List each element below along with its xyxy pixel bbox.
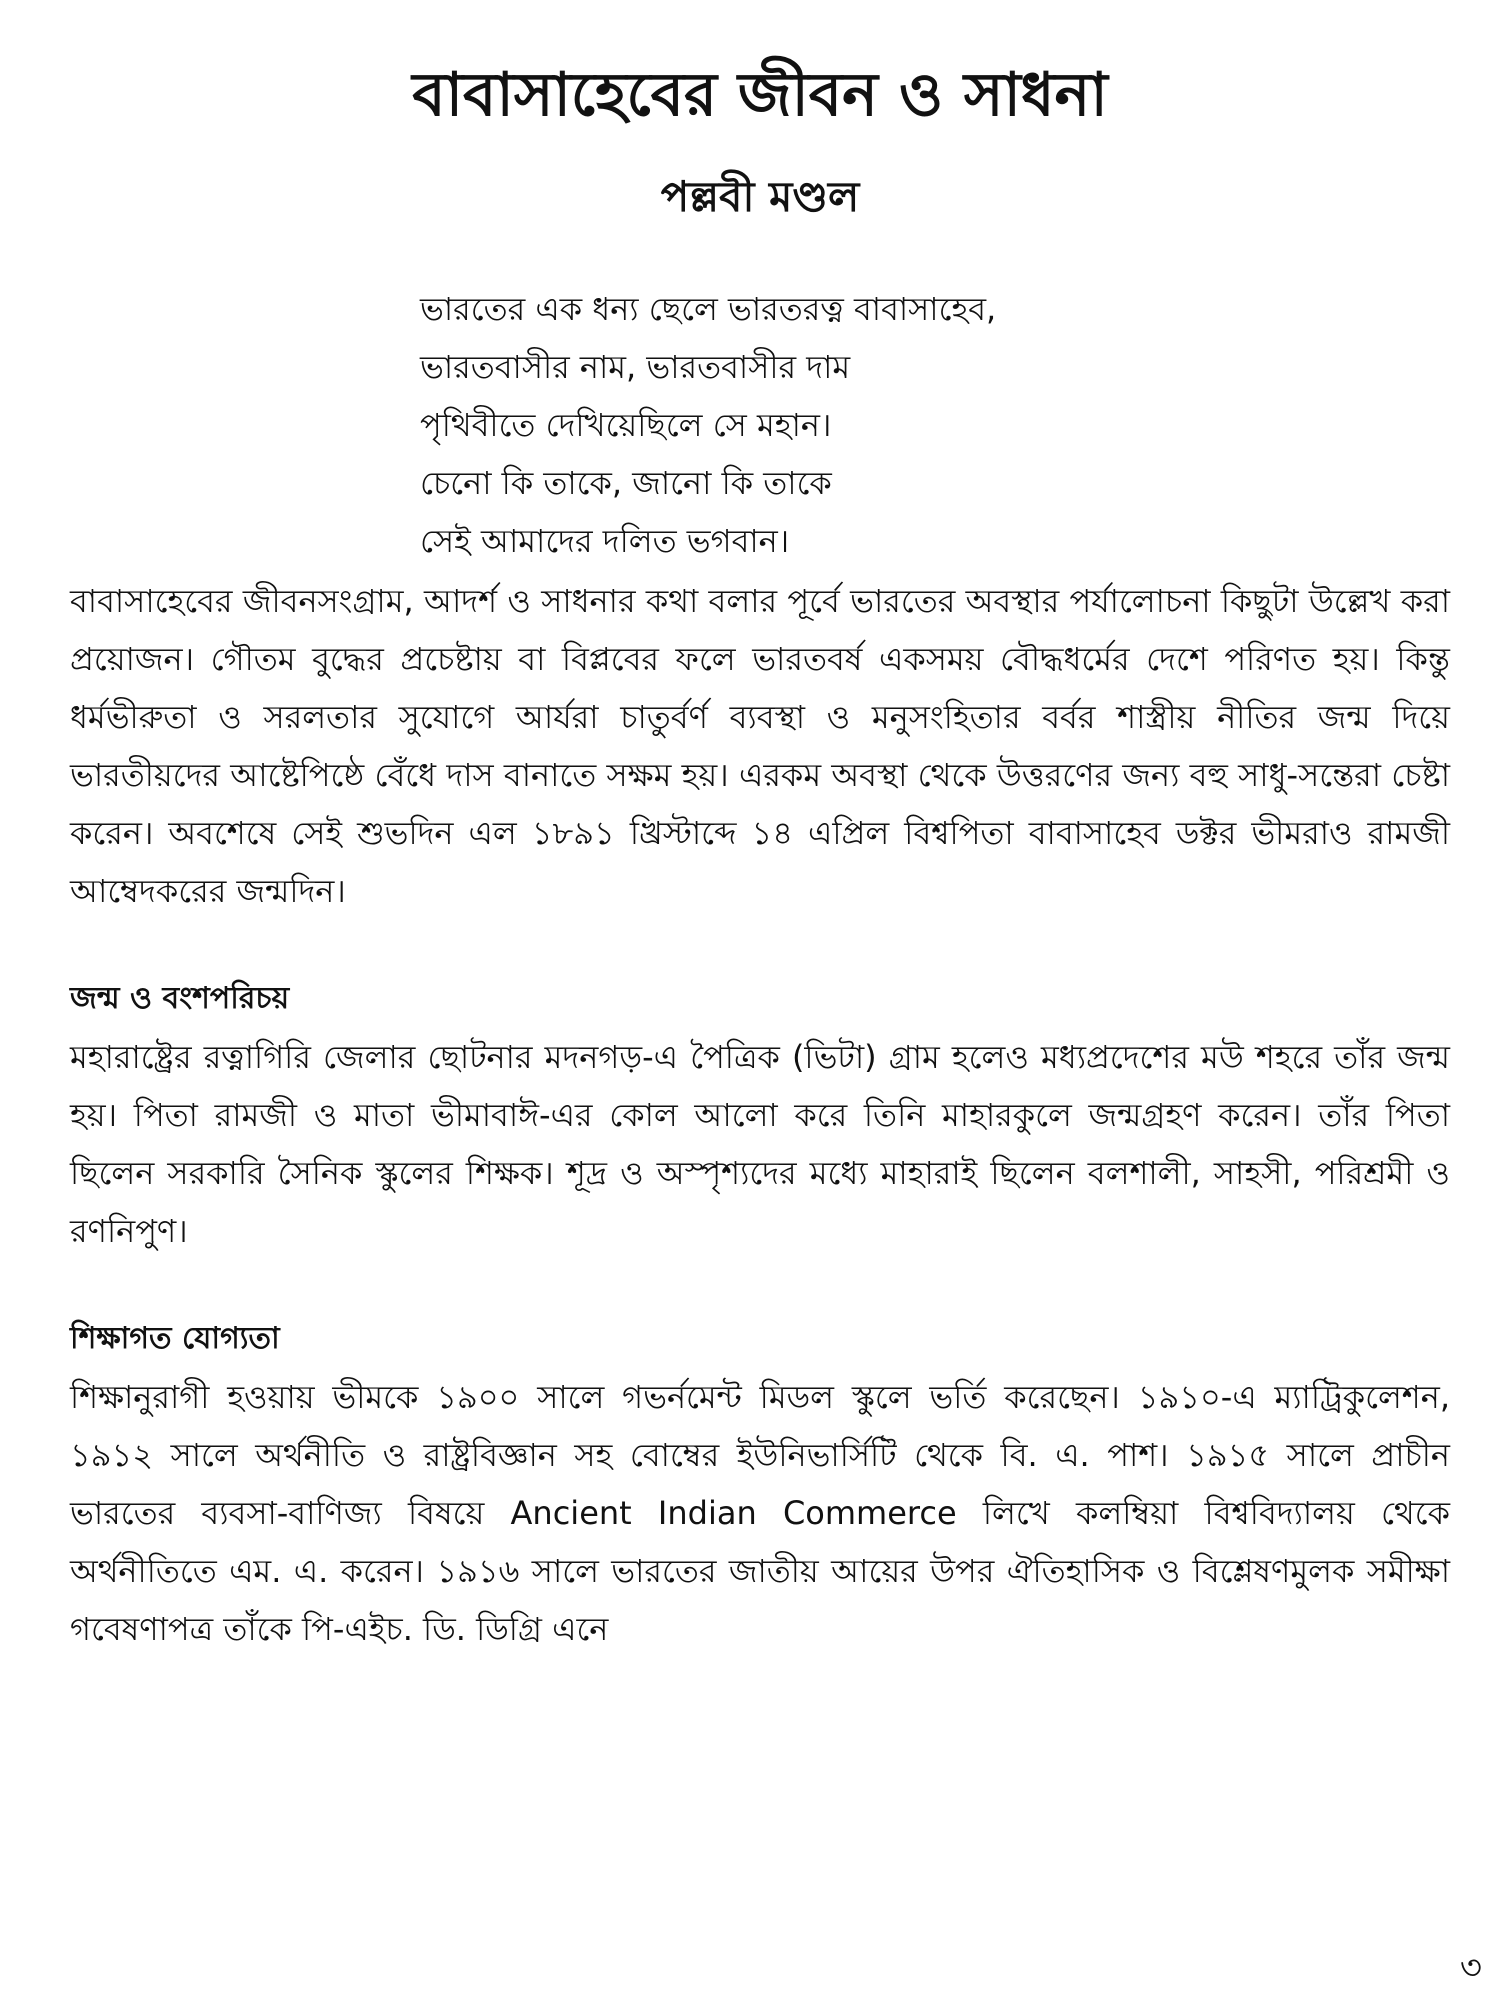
section-text-birth: মহারাষ্ট্রের রত্নাগিরি জেলার ছোটনার মদনগড়-এ পৈত্রিক (ভিটা) গ্রাম হলেও মধ্যপ্রদেশের মউ শহরে তাঁর জন্ম হয়। পিতা রামজী ও মাতা ভীমাবাঈ-এর কোল আলো করে তিনি মাহারকুলে জন্মগ্রহণ করেন। তাঁর পিতা ছিলেন সরকারি সৈনিক স্কুলের শিক্ষক। শূদ্র ও অস্পৃশ্যদের মধ্যে মাহারাই ছিলেন বলশালী, সাহসী, পরিশ্রমী ও রণনিপুণ। bbox=[70, 1038, 1450, 1250]
poem-line: পৃথিবীতে দেখিয়েছিলে সে মহান। bbox=[420, 406, 832, 444]
poem-line: ভারতবাসীর নাম, ভারতবাসীর দাম bbox=[420, 348, 851, 386]
intro-paragraph: বাবাসাহেবের জীবনসংগ্রাম, আদর্শ ও সাধনার কথা বলার পূর্বে ভারতের অবস্থার পর্যালোচনা কিছুটা উল্লেখ করা প্রয়োজন। গৌতম বুদ্ধের প্রচেষ্টায় বা বিপ্লবের ফলে ভারতবর্ষ একসময় বৌদ্ধধর্মের দেশে পরিণত হয়। কিন্তু ধর্মভীরুতা ও সরলতার সুযোগে আর্যরা চাতুর্বর্ণ ব্যবস্থা ও মনুসংহিতার বর্বর শাস্ত্রীয় নীতির জন্ম দিয়ে ভারতীয়দের আষ্টেপিষ্ঠে বেঁধে দাস বানাতে সক্ষম হয়। এরকম অবস্থা থেকে উত্তরণের জন্য বহু সাধু-সন্তেরা চেষ্টা করেন। অবশেষে সেই শুভদিন এল ১৮৯১ খ্রিস্টাব্দে ১৪ এপ্রিল বিশ্বপিতা বাবাসাহেব ডক্টর ভীমরাও রামজী আম্বেদকরের জন্মদিন। bbox=[70, 582, 1450, 910]
book-page bbox=[70, 40, 1450, 1960]
poem-line: ভারতের এক ধন্য ছেলে ভারতরত্ন বাবাসাহেব, bbox=[420, 290, 997, 328]
section-heading-birth: জন্ম ও বংশপরিচয় bbox=[70, 981, 290, 1016]
page-number: ৩ bbox=[1459, 1948, 1482, 1988]
section-text-education: শিক্ষানুরাগী হওয়ায় ভীমকে ১৯০০ সালে গভর্নমেন্ট মিডল স্কুলে ভর্তি করেছেন। ১৯১০-এ ম্যাট্রিকুলেশন, ১৯১২ সালে অর্থনীতি ও রাষ্ট্রবিজ্ঞান সহ বোম্বের ইউনিভার্সিটি থেকে বি. এ. পাশ। ১৯১৫ সালে প্রাচীন ভারতের ব্যবসা-বাণিজ্য বিষয়ে Ancient Indian Commerce লিখে কলম্বিয়া বিশ্ববিদ্যালয় থেকে অর্থনীতিতে এম. এ. করেন। ১৯১৬ সালে ভারতের জাতীয় আয়ের উপর ঐতিহাসিক ও বিশ্লেষণমুলক সমীক্ষা গবেষণাপত্র তাঁকে পি-এইচ. ডি. ডিগ্রি এনে bbox=[70, 1378, 1450, 1648]
poem-line: চেনো কি তাকে, জানো কি তাকে bbox=[420, 464, 832, 502]
page-title: বাবাসাহেবের জীবন ও সাধনা bbox=[412, 60, 1108, 130]
section-heading-education: শিক্ষাগত যোগ্যতা bbox=[70, 1321, 280, 1356]
poem-block bbox=[70, 280, 1450, 570]
author-name: পল্লবী মণ্ডল bbox=[660, 172, 860, 221]
poem-line: সেই আমাদের দলিত ভগবান। bbox=[420, 522, 790, 560]
